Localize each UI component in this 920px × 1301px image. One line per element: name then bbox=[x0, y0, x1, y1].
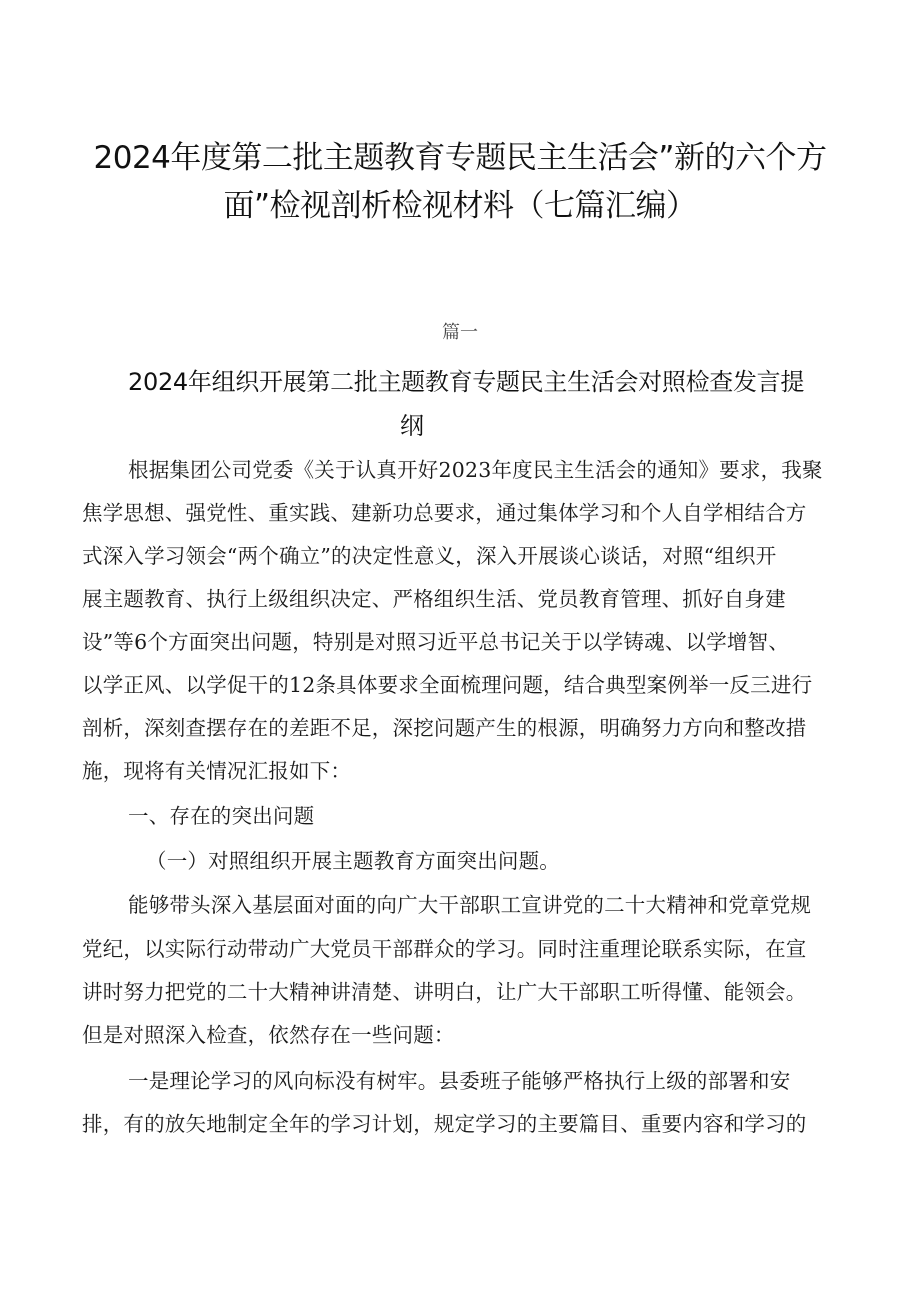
section-heading: 一、存在的突出问题 bbox=[128, 804, 315, 828]
body-line: 展主题教育、执行上级组织决定、严格组织生活、党员教育管理、抓好自身建 bbox=[82, 587, 786, 611]
subsection-heading: （一）对照组织开展主题教育方面突出问题。 bbox=[146, 849, 560, 873]
subtitle-line-2: 纲 bbox=[400, 412, 424, 440]
body-line: 剖析，深刻查摆存在的差距不足，深挖问题产生的根源，明确努力方向和整改措 bbox=[82, 716, 807, 740]
body-line: 一是理论学习的风向标没有树牢。县委班子能够严格执行上级的部署和安 bbox=[128, 1069, 791, 1093]
body-line: 以学正风、以学促干的12条具体要求全面梳理问题，结合典型案例举一反三进行 bbox=[82, 673, 813, 697]
document-title-line-1: 2024年度第二批主题教育专题民主生活会”新的六个方 bbox=[93, 140, 827, 176]
body-line: 党纪，以实际行动带动广大党员干部群众的学习。同时注重理论联系实际，在宣 bbox=[82, 937, 807, 961]
subtitle-line-1: 2024年组织开展第二批主题教育专题民主生活会对照检查发言提 bbox=[128, 368, 805, 396]
body-line: 焦学思想、强党性、重实践、建新功总要求，通过集体学习和个人自学相结合方 bbox=[82, 501, 807, 525]
body-line: 式深入学习领会“两个确立”的决定性意义，深入开展谈心谈话，对照“组织开 bbox=[82, 544, 777, 568]
body-line: 施，现将有关情况汇报如下： bbox=[82, 759, 352, 783]
section-label: 篇一 bbox=[442, 322, 478, 343]
document-title-line-2: 面”检视剖析检视材料（七篇汇编） bbox=[223, 188, 697, 224]
body-line: 能够带头深入基层面对面的向广大干部职工宣讲党的二十大精神和党章党规 bbox=[128, 893, 812, 917]
body-line: 讲时努力把党的二十大精神讲清楚、讲明白，让广大干部职工听得懂、能领会。 bbox=[82, 980, 807, 1004]
body-line: 但是对照深入检查，依然存在一些问题： bbox=[82, 1023, 455, 1047]
body-line: 排，有的放矢地制定全年的学习计划，规定学习的主要篇目、重要内容和学习的 bbox=[82, 1112, 807, 1136]
body-line: 设”等6个方面突出问题，特别是对照习近平总书记关于以学铸魂、以学增智、 bbox=[82, 630, 790, 654]
body-line: 根据集团公司党委《关于认真开好2023年度民主生活会的通知》要求，我聚 bbox=[128, 458, 823, 482]
